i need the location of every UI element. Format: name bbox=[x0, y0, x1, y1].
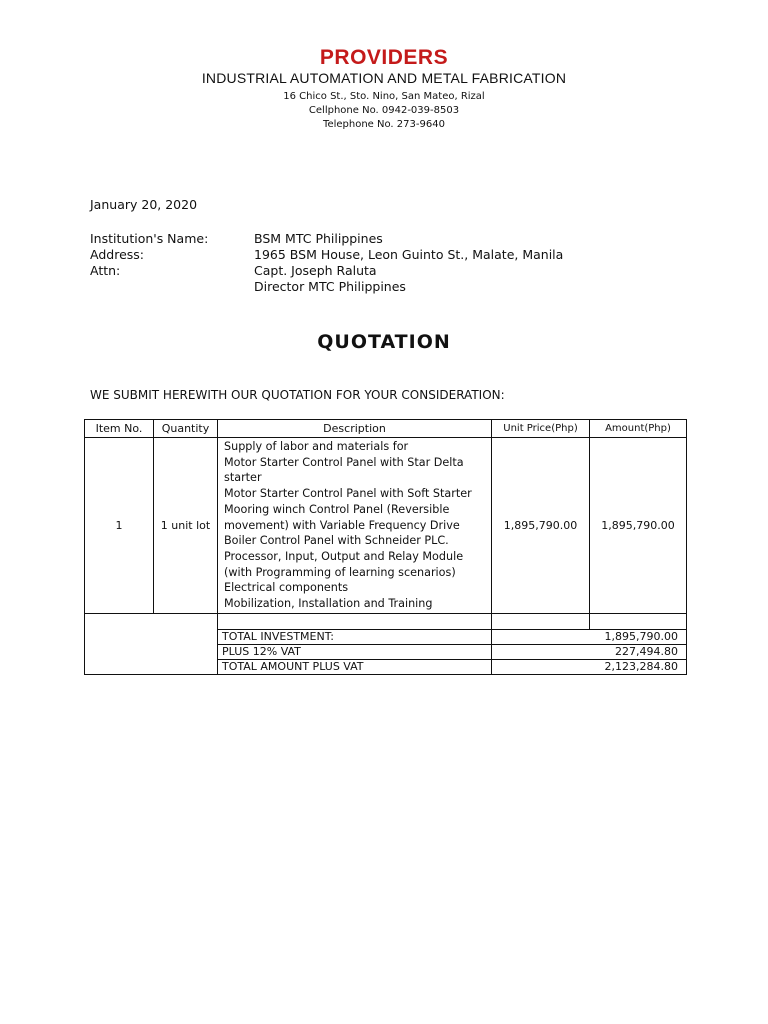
description-line: Motor Starter Control Panel with Soft Starter bbox=[224, 487, 472, 501]
description-line: starter bbox=[224, 471, 262, 485]
company-tagline: INDUSTRIAL AUTOMATION AND METAL FABRICATION bbox=[201, 70, 567, 86]
description-line: Processor, Input, Output and Relay Module bbox=[224, 549, 464, 563]
description-line: Motor Starter Control Panel with Star Delta bbox=[224, 455, 464, 469]
vat-value: 227,494.80 bbox=[492, 644, 687, 659]
cell-unit-price: 1,895,790.00 bbox=[492, 438, 590, 614]
description-line: Electrical components bbox=[224, 581, 349, 595]
header-description: Description bbox=[218, 420, 492, 438]
header-item-no: Item No. bbox=[85, 420, 154, 438]
cell-amount: 1,895,790.00 bbox=[590, 438, 687, 614]
description-line: Boiler Control Panel with Schneider PLC. bbox=[224, 534, 449, 548]
company-address: 16 Chico St., Sto. Nino, San Mateo, Rizal bbox=[283, 91, 485, 102]
attn-name: Capt. Joseph Raluta bbox=[254, 263, 377, 278]
institution-label: Institution's Name: bbox=[90, 231, 209, 246]
cell-description bbox=[218, 438, 492, 614]
address-label: Address: bbox=[90, 247, 144, 262]
table-header-row bbox=[85, 420, 687, 438]
description-line: Mooring winch Control Panel (Reversible bbox=[224, 502, 450, 516]
intro-text: WE SUBMIT HEREWITH OUR QUOTATION FOR YOUR CONSIDERATION: bbox=[90, 388, 505, 402]
institution-value: BSM MTC Philippines bbox=[254, 231, 383, 246]
cell-item-no: 1 bbox=[85, 438, 154, 614]
description-line: Supply of labor and materials for bbox=[224, 440, 409, 453]
document-title: QUOTATION bbox=[317, 331, 451, 353]
description-line: Mobilization, Installation and Training bbox=[224, 597, 433, 611]
description-line: (with Programming of learning scenarios) bbox=[224, 565, 456, 579]
blank-cell bbox=[590, 613, 687, 629]
quotation-table bbox=[84, 419, 687, 675]
attn-title: Director MTC Philippines bbox=[254, 279, 406, 294]
table-blank-row bbox=[85, 613, 687, 629]
company-name: PROVIDERS bbox=[319, 46, 449, 69]
address-value: 1965 BSM House, Leon Guinto St., Malate, Manila bbox=[254, 247, 564, 262]
attn-label: Attn: bbox=[90, 263, 121, 278]
total-investment-value: 1,895,790.00 bbox=[492, 629, 687, 644]
totals-spacer-cell bbox=[85, 613, 218, 674]
company-telephone: Telephone No. 273-9640 bbox=[323, 119, 445, 130]
letter-date: January 20, 2020 bbox=[90, 197, 198, 212]
table-row bbox=[85, 438, 687, 614]
description-line: movement) with Variable Frequency Drive bbox=[224, 518, 460, 532]
header-amount: Amount(Php) bbox=[590, 420, 687, 438]
company-cellphone: Cellphone No. 0942-039-8503 bbox=[308, 105, 460, 116]
blank-cell bbox=[218, 613, 492, 629]
grand-total-label: TOTAL AMOUNT PLUS VAT bbox=[218, 659, 492, 674]
vat-label: PLUS 12% VAT bbox=[218, 644, 492, 659]
header-quantity: Quantity bbox=[154, 420, 218, 438]
grand-total-value: 2,123,284.80 bbox=[492, 659, 687, 674]
total-investment-label: TOTAL INVESTMENT: bbox=[218, 629, 492, 644]
cell-quantity: 1 unit lot bbox=[154, 438, 218, 614]
header-unit-price: Unit Price(Php) bbox=[492, 420, 590, 438]
blank-cell bbox=[492, 613, 590, 629]
